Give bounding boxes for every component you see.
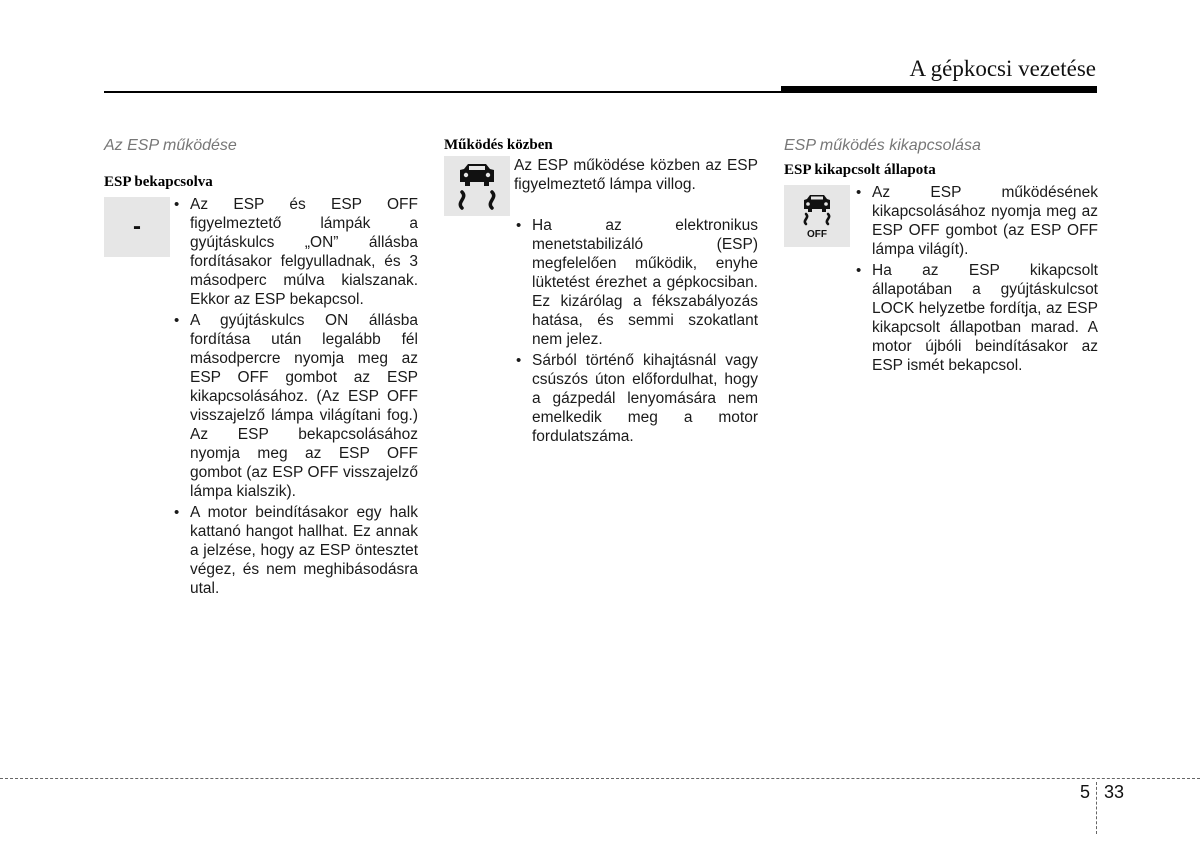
subsection-title: Működés közben	[444, 137, 553, 153]
list-item: • Ha az ESP kikapcsolt állapotában a gyújtáskulcsot LOCK helyzetbe fordítja, az ESP kikapcsolt állapotban marad. A motor újbóli beindításakor az ESP ismét bekapcsol.	[854, 261, 1098, 375]
section-title: Az ESP működése	[104, 137, 237, 154]
bullet-list	[514, 216, 758, 446]
esp-off-icon	[797, 192, 837, 240]
dash-icon: -	[133, 213, 141, 240]
esp-off-indicator-box	[784, 185, 850, 247]
content-with-icon	[444, 156, 758, 216]
column-esp-operation	[104, 136, 418, 600]
subsection-title: ESP bekapcsolva	[104, 174, 213, 190]
header-rule-thick	[781, 86, 1097, 93]
list-item: • Az ESP és ESP OFF figyelmeztető lámpák a gyújtáskulcs „ON” állásba fordításakor felgyulladnak, és 3 másodperc múlva kialszanak. Ekkor az ESP bekapcsol.	[172, 195, 418, 309]
list-item: • A motor beindításakor egy halk kattanó hangot hallhat. Ez annak a jelzése, hogy az ESP öntesztet végez, és nem meghibásodásra utal.	[172, 503, 418, 598]
subsection-title: ESP kikapcsolt állapota	[784, 162, 936, 178]
esp-indicator-box	[444, 156, 510, 216]
indicator-placeholder	[104, 197, 170, 257]
column-esp-off	[784, 136, 1098, 377]
bullet-list	[172, 195, 418, 600]
header-rule	[104, 91, 784, 93]
page-header-title: A gépkocsi vezetése	[909, 56, 1096, 81]
intro-paragraph: Az ESP működése közben az ESP figyelmeztető lámpa villog.	[514, 157, 758, 193]
footer-divider	[0, 778, 1200, 779]
column-during-operation	[444, 136, 758, 448]
page-number: 33	[1104, 782, 1125, 802]
content-with-icon	[104, 195, 418, 600]
list-item: • Az ESP működésének kikapcsolásához nyomja meg az ESP OFF gombot (az ESP OFF lámpa világít).	[854, 183, 1098, 259]
content-with-icon	[784, 183, 1098, 377]
list-item: • A gyújtáskulcs ON állásba fordítása után legalább fél másodpercre nyomja meg az ESP OFF gombot az ESP kikapcsolásához. (Az ESP OFF visszajelző lámpa világítani fog.) Az ESP bekapcsolásához nyomja meg az ESP OFF gombot (az ESP OFF visszajelző lámpa kialszik).	[172, 311, 418, 501]
esp-off-icon-label: OFF	[807, 229, 827, 240]
list-item: • Ha az elektronikus menetstabilizáló (ESP) megfelelően működik, enyhe lüktetést érezhet a gépkocsiban. Ez kizárólag a fékszabályozás hatása, és semmi szokatlant nem jelez.	[514, 216, 758, 349]
footer-vertical-divider	[1096, 782, 1097, 834]
chapter-number: 5	[1080, 782, 1091, 802]
list-item: • Sárból történő kihajtásnál vagy csúszós úton előfordulhat, hogy a gázpedál lenyomására nem emelkedik meg a motor fordulatszáma.	[514, 351, 758, 446]
section-title: ESP működés kikapcsolása	[784, 137, 981, 154]
esp-skid-icon	[452, 160, 502, 212]
bullet-list	[854, 183, 1098, 377]
